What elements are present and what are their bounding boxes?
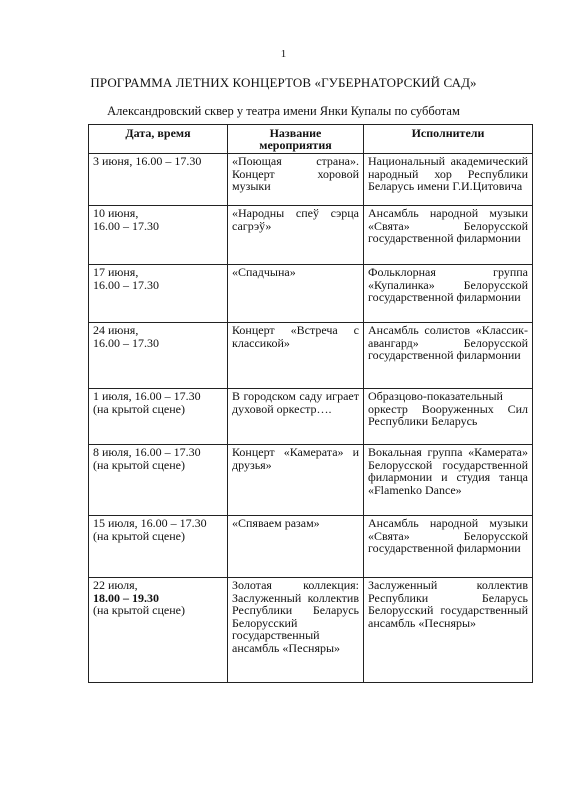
date-cell (89, 389, 228, 445)
date-text: 1 июля, 16.00 – 17.30 (93, 389, 201, 403)
event-cell: «Поющая страна». Концерт хоровой музыки (228, 154, 364, 206)
performers-cell: Образцово-показательный оркестр Вооруженных Сил Республики Беларусь (364, 389, 533, 445)
date-cell (89, 578, 228, 683)
time-text: 18.00 – 19.30 (93, 590, 159, 605)
header-performers: Исполнители (364, 125, 533, 154)
table-row (89, 154, 533, 206)
date-cell (89, 265, 228, 323)
performers-cell: Заслуженный коллектив Республики Беларусь Белорусский государственный ансамбль «Песняры» (364, 578, 533, 683)
table-row (89, 578, 533, 683)
header-event: Название мероприятия (228, 125, 364, 154)
performers-cell: Ансамбль солистов «Классик-авангард» Белорусской государственной филармонии (364, 323, 533, 389)
date-text: 17 июня, (93, 265, 139, 279)
time-text: 16.00 – 17.30 (93, 218, 159, 233)
venue-text: (на крытой сцене) (93, 603, 185, 617)
date-text: 8 июля, 16.00 – 17.30 (93, 445, 201, 459)
date-text: 3 июня, 16.00 – 17.30 (93, 154, 202, 168)
performers-cell: Ансамбль народной музыки «Свята» Белорусской государственной филармонии (364, 206, 533, 265)
table-row (89, 323, 533, 389)
table-row (89, 516, 533, 578)
performers-cell: Ансамбль народной музыки «Свята» Белорусской государственной филармонии (364, 516, 533, 578)
time-text: 16.00 – 17.30 (93, 335, 159, 350)
header-date: Дата, время (89, 125, 228, 154)
event-cell: Золотая коллекция: Заслуженный коллектив Республики Беларусь Белорусский государственный ансамбль «Песняры» (228, 578, 364, 683)
date-cell (89, 323, 228, 389)
time-text: 16.00 – 17.30 (93, 277, 159, 292)
performers-cell: Фольклорная группа «Купалинка» Белорусской государственной филармонии (364, 265, 533, 323)
date-text: 10 июня, (93, 206, 139, 220)
venue-text: (на крытой сцене) (93, 528, 185, 543)
date-cell (89, 154, 228, 206)
event-cell: «Народны спеў сэрца сагрэў» (228, 206, 364, 265)
event-cell: Концерт «Встреча с классикой» (228, 323, 364, 389)
date-cell (89, 445, 228, 516)
date-text: 24 июня, (93, 323, 139, 337)
document-subtitle: Александровский сквер у театра имени Янки Купалы по субботам (107, 104, 460, 118)
table-row (89, 265, 533, 323)
document-title: ПРОГРАММА ЛЕТНИХ КОНЦЕРТОВ «ГУБЕРНАТОРСКИЙ САД» (90, 75, 477, 90)
event-cell: В городском саду играет духовой оркестр…. (228, 389, 364, 445)
page-number: 1 (280, 48, 287, 60)
table-row (89, 389, 533, 445)
performers-cell: Национальный академический народный хор Республики Беларусь имени Г.И.Цитовича (364, 154, 533, 206)
table-row (89, 206, 533, 265)
event-cell: «Спадчына» (228, 265, 364, 323)
date-cell (89, 206, 228, 265)
table-header-row (89, 125, 533, 154)
date-cell (89, 516, 228, 578)
table-row (89, 445, 533, 516)
date-text: 22 июля, (93, 578, 138, 592)
event-cell: Концерт «Камерата» и друзья» (228, 445, 364, 516)
event-cell: «Спяваем разам» (228, 516, 364, 578)
venue-text: (на крытой сцене) (93, 457, 185, 472)
concert-schedule-table (88, 124, 533, 683)
venue-text: (на крытой сцене) (93, 401, 185, 416)
date-text: 15 июля, 16.00 – 17.30 (93, 516, 207, 530)
performers-cell: Вокальная группа «Камерата» Белорусской государственной филармонии и студия танца «Flamenko Dance» (364, 445, 533, 516)
